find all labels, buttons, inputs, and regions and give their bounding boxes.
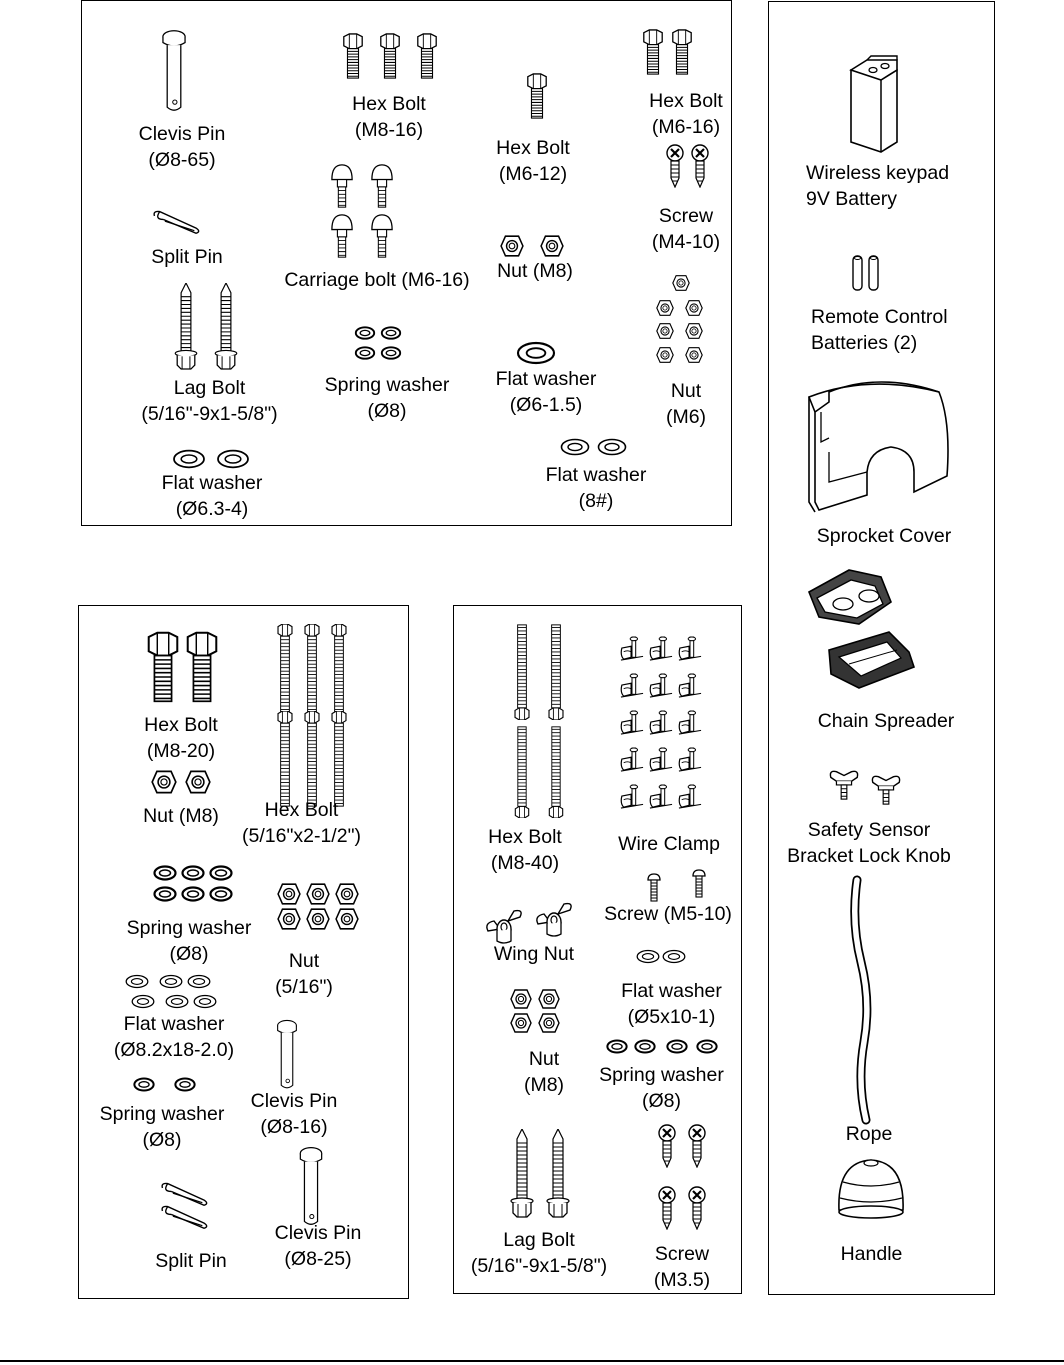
wing-nut-icon — [487, 911, 521, 943]
carriage-bolt-icon — [332, 165, 352, 207]
spring-washer-icon — [382, 347, 400, 358]
long-hex-bolt-icon — [549, 727, 562, 818]
flat-washer-icon — [132, 996, 154, 1008]
panel-hardware-bag-b — [78, 605, 409, 1299]
hex-bolt-icon — [149, 633, 178, 702]
nut-icon — [539, 990, 559, 1008]
panel-hardware-bag-c — [453, 605, 742, 1294]
label-clevis-pin-25: Clevis Pin (Ø8-25) — [274, 1222, 362, 1270]
long-hex-bolt-icon — [515, 625, 529, 720]
label-screw-m4: Screw (M4-10) — [651, 205, 721, 253]
hex-bolt-icon — [528, 74, 546, 118]
lag-bolt-icon — [511, 1129, 533, 1217]
label-flat-washer-8: Flat washer (8#) — [545, 464, 647, 512]
label-spring-washer-2: Spring washer (Ø8) — [99, 1103, 225, 1151]
hex-bolt-icon — [381, 34, 399, 78]
lag-bolt-icon — [175, 283, 197, 369]
split-pin-icon — [154, 211, 199, 233]
spring-washer-icon — [382, 327, 400, 338]
nut-icon — [686, 324, 702, 339]
carriage-bolt-icon — [372, 165, 392, 207]
wire-clamp-icon — [621, 637, 643, 660]
label-nut-5-16: Nut (5/16") — [275, 950, 333, 998]
flat-washer-icon — [637, 951, 659, 963]
flat-washer-icon — [599, 440, 626, 455]
rope-icon — [855, 880, 867, 1120]
page-footer-rule — [0, 1360, 1064, 1362]
hex-bolt-icon — [673, 30, 691, 74]
label-flat-washer-63: Flat washer (Ø6.3-4) — [161, 472, 263, 520]
spring-washer-icon — [211, 888, 232, 901]
lag-bolt-icon — [547, 1129, 569, 1217]
screw-icon — [659, 1125, 675, 1167]
wire-clamp-icon — [621, 711, 643, 734]
screw-icon — [648, 874, 660, 901]
label-hex-bolt-m6-16: Hex Bolt (M6-16) — [649, 90, 723, 138]
nut-icon — [539, 1014, 559, 1032]
label-spring-washer: Spring washer (Ø8) — [324, 374, 450, 422]
wire-clamp-icon — [650, 785, 672, 808]
flat-washer-icon — [663, 951, 685, 963]
long-hex-bolt-icon — [515, 727, 528, 818]
wire-clamp-icon — [650, 674, 672, 697]
handle-icon — [839, 1160, 903, 1218]
nut-icon — [307, 909, 329, 929]
nut-icon — [501, 236, 523, 256]
label-spring-washer: Spring washer (Ø8) — [599, 1064, 724, 1112]
label-wire-clamp: Wire Clamp — [618, 833, 720, 855]
chain-spreader-icon — [809, 570, 914, 688]
label-nut-m6: Nut (M6) — [665, 380, 707, 428]
lock-knob-icon — [872, 776, 899, 804]
hex-bolt-icon — [344, 34, 362, 78]
label-chain-spreader: Chain Spreader — [817, 710, 955, 732]
wire-clamp-icon — [650, 748, 672, 771]
screw-icon — [667, 145, 683, 187]
label-clevis-pin-16: Clevis Pin (Ø8-16) — [250, 1090, 338, 1138]
nut-icon — [673, 276, 689, 291]
spring-washer-icon — [183, 888, 204, 901]
label-wireless-keypad: Wireless keypad 9V Battery — [806, 162, 950, 210]
nut-icon — [657, 348, 673, 363]
spring-washer-icon — [697, 1041, 716, 1053]
screw-icon — [692, 145, 708, 187]
label-lag-bolt: Lag Bolt (5/16"-9x1-5/8") — [470, 1229, 608, 1277]
screw-icon — [689, 1125, 705, 1167]
clevis-pin-icon — [163, 31, 185, 110]
hex-bolt-icon — [188, 633, 217, 702]
nut-icon — [657, 301, 673, 316]
flat-washer-icon — [160, 976, 182, 988]
carriage-bolt-icon — [332, 215, 352, 257]
label-nut-m8: Nut (M8) — [143, 805, 219, 827]
wire-clamp-icon — [621, 785, 643, 808]
screw-icon — [689, 1187, 705, 1229]
nut-icon — [152, 771, 176, 792]
wing-nut-icon — [537, 904, 571, 936]
aaa-battery-icon — [853, 256, 878, 290]
label-flat-washer: Flat washer (Ø8.2x18-2.0) — [113, 1013, 235, 1061]
long-hex-bolt-icon — [332, 624, 346, 719]
wire-clamp-icon — [679, 711, 701, 734]
clevis-pin-icon — [278, 1020, 297, 1087]
long-hex-bolt-icon — [305, 711, 319, 806]
nut-icon — [336, 884, 358, 904]
spring-washer-icon — [667, 1041, 686, 1053]
label-carriage-bolt: Carriage bolt (M6-16) — [284, 269, 470, 291]
hex-bolt-icon — [418, 34, 436, 78]
long-hex-bolt-icon — [332, 711, 346, 806]
label-split-pin: Split Pin — [155, 1250, 227, 1272]
label-flat-washer-6: Flat washer (Ø6-1.5) — [495, 368, 597, 416]
panel-hardware-bag-a — [81, 0, 732, 526]
spring-washer-icon — [155, 888, 176, 901]
nut-icon — [686, 348, 702, 363]
label-clevis-pin: Clevis Pin (Ø8-65) — [138, 123, 226, 171]
spring-washer-icon — [356, 347, 374, 358]
label-hex-bolt-m8-20: Hex Bolt (M8-20) — [144, 714, 218, 762]
label-sprocket-cover: Sprocket Cover — [816, 525, 952, 547]
nut-icon — [336, 909, 358, 929]
spring-washer-icon — [635, 1041, 654, 1053]
label-handle: Handle — [840, 1243, 903, 1265]
wire-clamp-icon — [679, 748, 701, 771]
flat-washer-icon — [194, 996, 216, 1008]
label-spring-washer-1: Spring washer (Ø8) — [126, 917, 252, 965]
lock-knob-icon — [830, 771, 857, 799]
carriage-bolt-icon — [372, 215, 392, 257]
wire-clamp-icon — [679, 674, 701, 697]
lag-bolt-icon — [215, 283, 237, 369]
flat-washer-icon — [174, 451, 204, 468]
label-hex-bolt-m8-16: Hex Bolt (M8-16) — [352, 93, 426, 141]
label-screw-m5: Screw (M5-10) — [604, 903, 732, 925]
nut-icon — [186, 771, 210, 792]
long-hex-bolt-icon — [305, 624, 319, 719]
flat-washer-icon — [166, 996, 188, 1008]
label-split-pin: Split Pin — [151, 246, 223, 268]
wire-clamp-icon — [621, 674, 643, 697]
spring-washer-icon — [211, 867, 232, 880]
flat-washer-icon — [562, 440, 589, 455]
nut-icon — [511, 1014, 531, 1032]
sprocket-cover-icon — [809, 382, 948, 512]
split-pin-icon — [162, 1206, 207, 1228]
nut-icon — [686, 301, 702, 316]
label-hex-bolt-5-16: Hex Bolt (5/16"x2-1/2") — [242, 799, 361, 847]
spring-washer-icon — [607, 1041, 626, 1053]
nut-icon — [278, 909, 300, 929]
label-hex-bolt-m8-40: Hex Bolt (M8-40) — [488, 826, 562, 874]
label-screw-m35: Screw (M3.5) — [653, 1243, 711, 1291]
label-safety-sensor-knob: Safety Sensor Bracket Lock Knob — [787, 819, 951, 867]
nut-icon — [541, 236, 563, 256]
nut-icon — [511, 990, 531, 1008]
battery-9v-icon — [851, 56, 897, 152]
wire-clamp-icon — [679, 785, 701, 808]
label-rope: Rope — [845, 1123, 893, 1145]
label-flat-washer-5: Flat washer (Ø5x10-1) — [621, 980, 722, 1028]
screw-icon — [659, 1187, 675, 1229]
nut-icon — [657, 324, 673, 339]
label-wing-nut: Wing Nut — [493, 943, 575, 965]
screw-icon — [693, 870, 705, 897]
long-hex-bolt-icon — [549, 625, 563, 720]
panel-accessories — [768, 1, 995, 1295]
flat-washer-icon — [126, 976, 148, 988]
wire-clamp-icon — [650, 711, 672, 734]
spring-washer-icon — [175, 1079, 194, 1091]
wire-clamp-icon — [679, 637, 701, 660]
spring-washer-icon — [183, 867, 204, 880]
long-hex-bolt-icon — [278, 624, 292, 719]
flat-washer-icon — [188, 976, 210, 988]
label-remote-control-batteries: Remote Control Batteries (2) — [811, 306, 948, 354]
hex-bolt-icon — [644, 30, 662, 74]
label-nut-m8: Nut (M8) — [523, 1048, 565, 1096]
label-lag-bolt: Lag Bolt (5/16"-9x1-5/8") — [141, 377, 278, 425]
spring-washer-icon — [134, 1079, 153, 1091]
wire-clamp-icon — [650, 637, 672, 660]
spring-washer-icon — [155, 867, 176, 880]
clevis-pin-icon — [300, 1148, 321, 1225]
label-nut-m8: Nut (M8) — [497, 260, 573, 282]
wire-clamp-icon — [621, 748, 643, 771]
nut-icon — [278, 884, 300, 904]
long-hex-bolt-icon — [278, 711, 292, 806]
flat-washer-icon — [218, 451, 248, 468]
flat-washer-icon — [518, 343, 554, 363]
nut-icon — [307, 884, 329, 904]
split-pin-icon — [162, 1183, 207, 1205]
spring-washer-icon — [356, 327, 374, 338]
label-hex-bolt-m6-12: Hex Bolt (M6-12) — [496, 137, 570, 185]
